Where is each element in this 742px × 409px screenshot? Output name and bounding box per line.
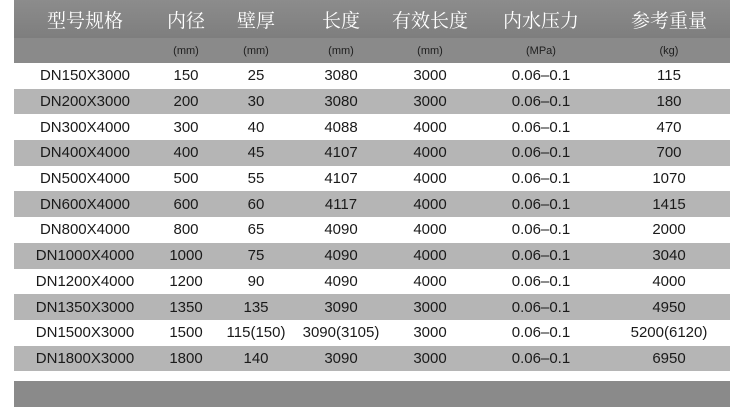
cell-length: 4107 bbox=[324, 144, 358, 162]
cell-reference-weight: 700 bbox=[656, 144, 682, 162]
cell-model: DN1500X3000 bbox=[35, 324, 135, 342]
cell-inner-diameter: 800 bbox=[173, 221, 199, 239]
cell-effective-length: 3000 bbox=[413, 93, 447, 111]
cell-reference-weight: 180 bbox=[656, 93, 682, 111]
cell-reference-weight: 115 bbox=[657, 67, 681, 85]
cell-length: 4088 bbox=[324, 118, 358, 136]
cell-effective-length: 3000 bbox=[413, 298, 447, 316]
cell-wall-thickness: 140 bbox=[243, 349, 269, 367]
cell-model: DN800X4000 bbox=[39, 221, 131, 239]
cell-effective-length: 4000 bbox=[413, 118, 447, 136]
cell-reference-weight: 5200(6120) bbox=[630, 324, 708, 342]
cell-inner-diameter: 1000 bbox=[169, 247, 203, 265]
cell-wall-thickness: 25 bbox=[247, 67, 265, 85]
cell-inner-diameter: 1500 bbox=[169, 324, 203, 342]
cell-water-pressure: 0.06–0.1 bbox=[511, 93, 571, 111]
table-row bbox=[14, 166, 730, 192]
cell-wall-thickness: 115(150) bbox=[226, 324, 286, 342]
footer-bar bbox=[14, 381, 730, 407]
cell-wall-thickness: 60 bbox=[247, 195, 265, 213]
cell-model: DN200X3000 bbox=[39, 93, 131, 111]
cell-model: DN500X4000 bbox=[39, 170, 131, 188]
cell-effective-length: 4000 bbox=[413, 247, 447, 265]
cell-length: 4090 bbox=[324, 221, 358, 239]
cell-inner-diameter: 300 bbox=[173, 118, 199, 136]
cell-inner-diameter: 600 bbox=[173, 195, 199, 213]
table-row bbox=[14, 191, 730, 217]
cell-length: 3080 bbox=[324, 67, 358, 85]
cell-wall-thickness: 90 bbox=[247, 272, 265, 290]
unit-water-pressure: (MPa) bbox=[526, 44, 556, 57]
table-row bbox=[14, 243, 730, 269]
cell-inner-diameter: 400 bbox=[173, 144, 199, 162]
table-row bbox=[14, 114, 730, 140]
table-row bbox=[14, 89, 730, 115]
cell-reference-weight: 6950 bbox=[652, 349, 686, 367]
cell-effective-length: 3000 bbox=[413, 67, 447, 85]
cell-wall-thickness: 65 bbox=[247, 221, 265, 239]
cell-inner-diameter: 150 bbox=[173, 67, 199, 85]
cell-water-pressure: 0.06–0.1 bbox=[511, 324, 571, 342]
cell-reference-weight: 470 bbox=[656, 118, 682, 136]
cell-model: DN1000X4000 bbox=[35, 247, 135, 265]
table-row bbox=[14, 346, 730, 372]
cell-length: 3090 bbox=[324, 349, 358, 367]
cell-model: DN1200X4000 bbox=[35, 272, 135, 290]
cell-length: 3080 bbox=[324, 93, 358, 111]
cell-reference-weight: 4950 bbox=[652, 298, 686, 316]
cell-wall-thickness: 75 bbox=[247, 247, 265, 265]
cell-water-pressure: 0.06–0.1 bbox=[511, 247, 571, 265]
cell-reference-weight: 3040 bbox=[652, 247, 686, 265]
cell-wall-thickness: 135 bbox=[243, 298, 269, 316]
cell-water-pressure: 0.06–0.1 bbox=[511, 144, 571, 162]
header-model: 型号规格 bbox=[46, 10, 123, 32]
header-effective-length: 有效长度 bbox=[391, 10, 468, 32]
cell-effective-length: 4000 bbox=[413, 272, 447, 290]
cell-water-pressure: 0.06–0.1 bbox=[511, 221, 571, 239]
unit-wall-thickness: (mm) bbox=[243, 44, 269, 57]
cell-water-pressure: 0.06–0.1 bbox=[511, 195, 571, 213]
table-row bbox=[14, 63, 730, 89]
cell-length: 4117 bbox=[324, 195, 358, 213]
cell-wall-thickness: 45 bbox=[247, 144, 265, 162]
cell-effective-length: 4000 bbox=[413, 170, 447, 188]
cell-effective-length: 4000 bbox=[413, 221, 447, 239]
unit-inner-diameter: (mm) bbox=[173, 44, 199, 57]
table-row bbox=[14, 269, 730, 295]
cell-water-pressure: 0.06–0.1 bbox=[511, 272, 571, 290]
cell-water-pressure: 0.06–0.1 bbox=[511, 170, 571, 188]
table-body bbox=[14, 63, 730, 371]
cell-length: 4090 bbox=[324, 272, 358, 290]
cell-reference-weight: 2000 bbox=[652, 221, 686, 239]
table-row bbox=[14, 294, 730, 320]
table-row bbox=[14, 320, 730, 346]
cell-reference-weight: 1070 bbox=[652, 170, 686, 188]
cell-effective-length: 4000 bbox=[413, 195, 447, 213]
cell-effective-length: 4000 bbox=[413, 144, 447, 162]
units-row bbox=[14, 38, 730, 63]
cell-water-pressure: 0.06–0.1 bbox=[511, 298, 571, 316]
cell-length: 4090 bbox=[324, 247, 358, 265]
cell-length: 3090(3105) bbox=[302, 324, 380, 342]
cell-model: DN400X4000 bbox=[39, 144, 131, 162]
cell-model: DN300X4000 bbox=[39, 118, 131, 136]
cell-water-pressure: 0.06–0.1 bbox=[511, 118, 571, 136]
cell-length: 4107 bbox=[324, 170, 358, 188]
header-water-pressure: 内水压力 bbox=[502, 10, 579, 32]
cell-effective-length: 3000 bbox=[413, 324, 447, 342]
header-reference-weight: 参考重量 bbox=[630, 10, 707, 32]
cell-reference-weight: 4000 bbox=[652, 272, 686, 290]
table-row bbox=[14, 140, 730, 166]
cell-wall-thickness: 30 bbox=[247, 93, 265, 111]
unit-reference-weight: (kg) bbox=[659, 44, 679, 57]
cell-wall-thickness: 40 bbox=[247, 118, 265, 136]
cell-length: 3090 bbox=[324, 298, 358, 316]
cell-inner-diameter: 200 bbox=[173, 93, 199, 111]
cell-model: DN600X4000 bbox=[39, 195, 131, 213]
cell-model: DN150X3000 bbox=[39, 67, 131, 85]
cell-effective-length: 3000 bbox=[413, 349, 447, 367]
cell-reference-weight: 1415 bbox=[652, 195, 686, 213]
header-inner-diameter: 内径 bbox=[166, 10, 205, 32]
cell-inner-diameter: 1800 bbox=[169, 349, 203, 367]
cell-wall-thickness: 55 bbox=[247, 170, 265, 188]
unit-effective-length: (mm) bbox=[417, 44, 443, 57]
header-length: 长度 bbox=[321, 10, 360, 32]
cell-inner-diameter: 1350 bbox=[169, 298, 203, 316]
cell-inner-diameter: 1200 bbox=[169, 272, 203, 290]
header-wall-thickness: 壁厚 bbox=[236, 10, 275, 32]
spec-table bbox=[14, 0, 730, 407]
table-row bbox=[14, 217, 730, 243]
cell-model: DN1350X3000 bbox=[35, 298, 135, 316]
cell-inner-diameter: 500 bbox=[173, 170, 199, 188]
cell-water-pressure: 0.06–0.1 bbox=[511, 349, 571, 367]
cell-model: DN1800X3000 bbox=[35, 349, 135, 367]
cell-water-pressure: 0.06–0.1 bbox=[511, 67, 571, 85]
unit-length: (mm) bbox=[328, 44, 354, 57]
table-header bbox=[14, 0, 730, 38]
